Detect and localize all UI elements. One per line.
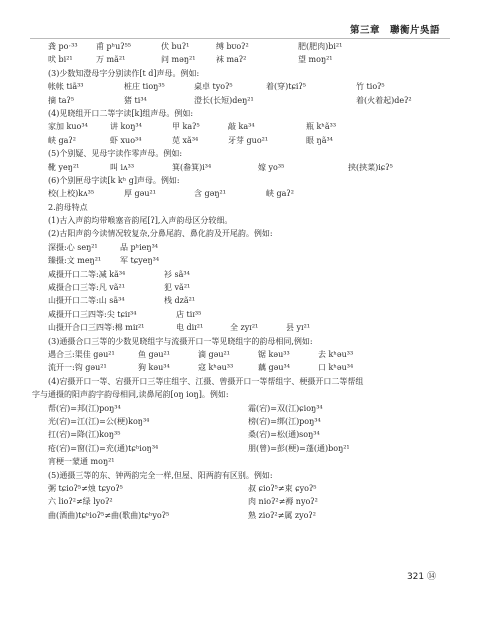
example-entry: 锯 kəu³³ <box>258 349 290 359</box>
example-entry: 口 kʰəu³⁴ <box>318 363 354 373</box>
text-line <box>48 201 448 214</box>
example-entry: 望 moŋ²¹ <box>298 55 333 65</box>
example-entry: 嫁 yo³⁵ <box>258 162 285 172</box>
paragraph-text: (2)古阳声韵今读情况较复杂,分鼻尾韵、鼻化韵及开尾韵。例如: <box>48 229 273 239</box>
example-entry: 甫 pʰuʔ⁵⁵ <box>96 42 131 51</box>
example-entry: 龚 poˑ³³ <box>48 42 78 51</box>
text-line <box>48 254 448 267</box>
text-line <box>48 134 448 147</box>
example-entry: 狗 kəu³⁴ <box>138 363 170 373</box>
paragraph-text: (1)古入声韵均带喉塞音韵尾[ʔ],入声韵母区分较细。 <box>48 216 233 226</box>
text-line <box>48 214 448 227</box>
text-line <box>48 482 448 495</box>
example-entry: 藕 gəu³⁴ <box>258 363 290 373</box>
example-entry: 流开一:钩 gəu²¹ <box>48 363 107 373</box>
example-entry: 摘 taʔ⁵ <box>48 95 75 105</box>
example-entry: 甲 kaʔ⁵ <box>172 122 200 132</box>
text-line <box>32 388 448 401</box>
example-entry: 肉 nioʔ²≠褥 nyoʔ² <box>248 497 318 507</box>
example-entry: 曲(酒曲)tɕʰioʔ⁵≠曲(歌曲)tɕʰyoʔ⁵ <box>48 510 170 520</box>
text-line <box>48 294 448 307</box>
example-entry: 霜(宕)=双(江)ɕioŋ³⁴ <box>248 403 323 413</box>
example-entry: 瓶 kʰã³³ <box>306 122 337 132</box>
example-entry: 着(火着起)deʔ² <box>356 95 412 105</box>
text-line <box>48 509 448 522</box>
example-entry: 家加 kuo³⁴ <box>48 122 88 132</box>
example-entry: 含 gəŋ²¹ <box>194 189 226 199</box>
example-entry: 全 zyɪ²¹ <box>230 323 259 333</box>
example-entry: 苋 xã³⁴ <box>172 135 199 145</box>
example-entry: 吠 bi²¹ <box>48 55 73 65</box>
paragraph-text: (3)少数知澄母字分别读作[t d]声母。例如: <box>48 68 200 78</box>
text-line <box>48 348 448 361</box>
text-line <box>48 308 448 321</box>
example-entry: 叔 ɕioʔ⁵≠束 ɕyoʔ⁵ <box>248 483 317 493</box>
example-entry: 帐帐 tiã³³ <box>48 82 84 92</box>
text-line <box>48 53 448 66</box>
text-line <box>48 40 448 53</box>
example-entry: 军 tɕyeŋ³⁴ <box>120 256 160 266</box>
example-entry: 电 diɪ²¹ <box>176 323 204 333</box>
example-entry: 校(上校)kᴧ³⁵ <box>48 189 95 199</box>
example-entry: 店 tiɪ³⁵ <box>176 309 202 319</box>
text-line <box>48 268 448 281</box>
example-entry: 衫 sã³⁴ <box>164 269 190 279</box>
paragraph-text: (4)见晓组开口二等字读[k]组声母。例如: <box>48 108 194 118</box>
paragraph-text: (5)通摄三等的东、钟两韵完全一样,但屋、阳两韵有区别。例如: <box>48 470 273 480</box>
text-line <box>48 469 448 482</box>
example-entry: 县 yɪ²¹ <box>286 323 311 333</box>
example-entry: 熟 zioʔ²≠属 zyoʔ² <box>248 510 316 520</box>
example-entry: 宵梗一蒙通 moŋ²¹ <box>48 457 115 467</box>
example-entry: 山摄开口二等:山 sã³⁴ <box>48 296 125 306</box>
paragraph-text: (4)宕摄开口一等、宕摄开口三等庄组字、江摄、曾摄开口一等帮组字、梗摄开口二等帮组 <box>48 376 364 386</box>
text-line <box>48 428 448 441</box>
example-entry: 深摄:心 seŋ²¹ <box>48 242 98 252</box>
example-entry: 袜 maʔ² <box>216 55 247 65</box>
text-line <box>48 495 448 508</box>
example-entry: 桩庄 tioŋ³⁵ <box>124 82 165 92</box>
text-line <box>48 455 448 468</box>
example-entry: 澄长(长短)deŋ²¹ <box>194 95 254 105</box>
example-entry: 桑(宕)=松(通)soŋ³⁴ <box>248 430 320 440</box>
example-entry: 万 mã²¹ <box>96 55 126 65</box>
text-line <box>48 281 448 294</box>
text-line <box>48 442 448 455</box>
text-line <box>48 120 448 133</box>
example-entry: 挟(挟菜)iɕʔ⁵ <box>348 162 393 172</box>
example-entry: 讲 koŋ³⁴ <box>110 122 142 132</box>
example-entry: 厚 gəu²¹ <box>124 189 156 199</box>
example-entry: 帮(宕)=邦(江)poŋ³⁴ <box>48 403 121 413</box>
example-entry: 去 kʰəu³³ <box>318 349 354 359</box>
running-header: 第三章 聯衡片吳語 <box>349 25 440 36</box>
example-entry: 品 pʰieŋ³⁴ <box>120 242 158 252</box>
paragraph-text: 字与通摄的阳声韵字韵母相同,读鼻尾韵[oŋ ioŋ]。例如: <box>32 390 229 400</box>
example-entry: 犯 vã²¹ <box>164 283 191 293</box>
example-entry: 栈 dzã²¹ <box>164 296 196 306</box>
example-entry: 靴 yeŋ²¹ <box>48 162 80 172</box>
text-line <box>48 415 448 428</box>
text-line <box>48 187 448 200</box>
example-entry: 朋(曾)=彭(梗)=蓬(通)boŋ²¹ <box>248 443 350 453</box>
text-line <box>48 375 448 388</box>
paragraph-text: (3)通摄合口三等的少数见晓组字与流摄开口一等见晓组字的韵母相同,例如: <box>48 336 313 346</box>
example-entry: 山摄开合口三四等:棉 miɪ²¹ <box>48 323 145 333</box>
example-entry: 咸摄开口三四等:尖 tɕiɪ³⁴ <box>48 309 137 319</box>
example-entry: 峡 gaʔ² <box>266 189 294 199</box>
example-entry: 桌卓 tyoʔ⁵ <box>194 82 233 92</box>
example-entry: 伏 buʔ¹ <box>161 42 190 51</box>
example-entry: 问 məŋ²¹ <box>161 55 196 65</box>
example-entry: 虾 xuo³⁴ <box>110 135 142 145</box>
text-line <box>48 147 448 160</box>
example-entry: 咸摄开口二等:减 kã³⁴ <box>48 269 126 279</box>
example-entry: 遇合三:渠佳 gəu²¹ <box>48 349 115 359</box>
text-line <box>48 94 448 107</box>
example-entry: 着(穿)tɕiʔ⁵ <box>266 82 306 92</box>
text-line <box>48 107 448 120</box>
example-entry: 疮(宕)=窗(江)=充(通)tɕʰioŋ³⁴ <box>48 443 159 453</box>
example-entry: 寇 kʰəu³³ <box>198 363 234 373</box>
example-entry: 敲 ka³⁴ <box>228 122 255 132</box>
text-line <box>48 361 448 374</box>
text-line <box>48 67 448 80</box>
example-entry: 粥 tɕioʔ⁵≠烛 tɕyoʔ⁵ <box>48 483 123 493</box>
text-line <box>48 335 448 348</box>
document-body <box>32 40 448 522</box>
example-entry: 箕(畚箕)i³⁴ <box>172 162 212 172</box>
text-line <box>48 161 448 174</box>
example-entry: 竹 tioʔ⁵ <box>356 82 385 92</box>
example-entry: 六 lioʔ²≠绿 lyoʔ² <box>48 497 113 507</box>
text-line <box>48 174 448 187</box>
example-entry: 峡 gaʔ² <box>48 135 76 145</box>
text-line <box>48 80 448 93</box>
header-rule <box>30 38 450 39</box>
text-line <box>48 402 448 415</box>
text-line <box>48 321 448 334</box>
example-entry: 扛(宕)=降(江)koŋ³⁵ <box>48 430 121 440</box>
section-heading: 2.韵母特点 <box>48 202 88 212</box>
example-entry: 鱼 gəu²¹ <box>138 349 170 359</box>
text-line <box>48 241 448 254</box>
text-line <box>48 227 448 240</box>
example-entry: 缚 bᴜoʔ² <box>216 42 249 51</box>
example-entry: 臻摄:文 meŋ²¹ <box>48 256 102 266</box>
example-entry: 猪 ti³⁴ <box>124 95 147 105</box>
paragraph-text: (5)个别疑、见母字读作零声母。例如: <box>48 149 183 159</box>
example-entry: 牙芽 guo²¹ <box>228 135 269 145</box>
paragraph-text: (6)个别匣母字读[k kʰ g]声母。例如: <box>48 175 180 185</box>
example-entry: 榜(宕)=绑(江)poŋ³⁴ <box>248 416 321 426</box>
example-entry: 肥(肥肉)bi²¹ <box>298 42 343 51</box>
example-entry: 光(宕)=江(江)=公(梗)koŋ³⁴ <box>48 416 150 426</box>
example-entry: 滴 gəu²¹ <box>198 349 230 359</box>
example-entry: 咸摄合口三等:凡 vã²¹ <box>48 283 125 293</box>
example-entry: 眼 ŋã³⁴ <box>306 135 333 145</box>
page-number: 321 ⑭ <box>406 572 436 582</box>
example-entry: 叫 iᴧ³³ <box>110 162 135 172</box>
